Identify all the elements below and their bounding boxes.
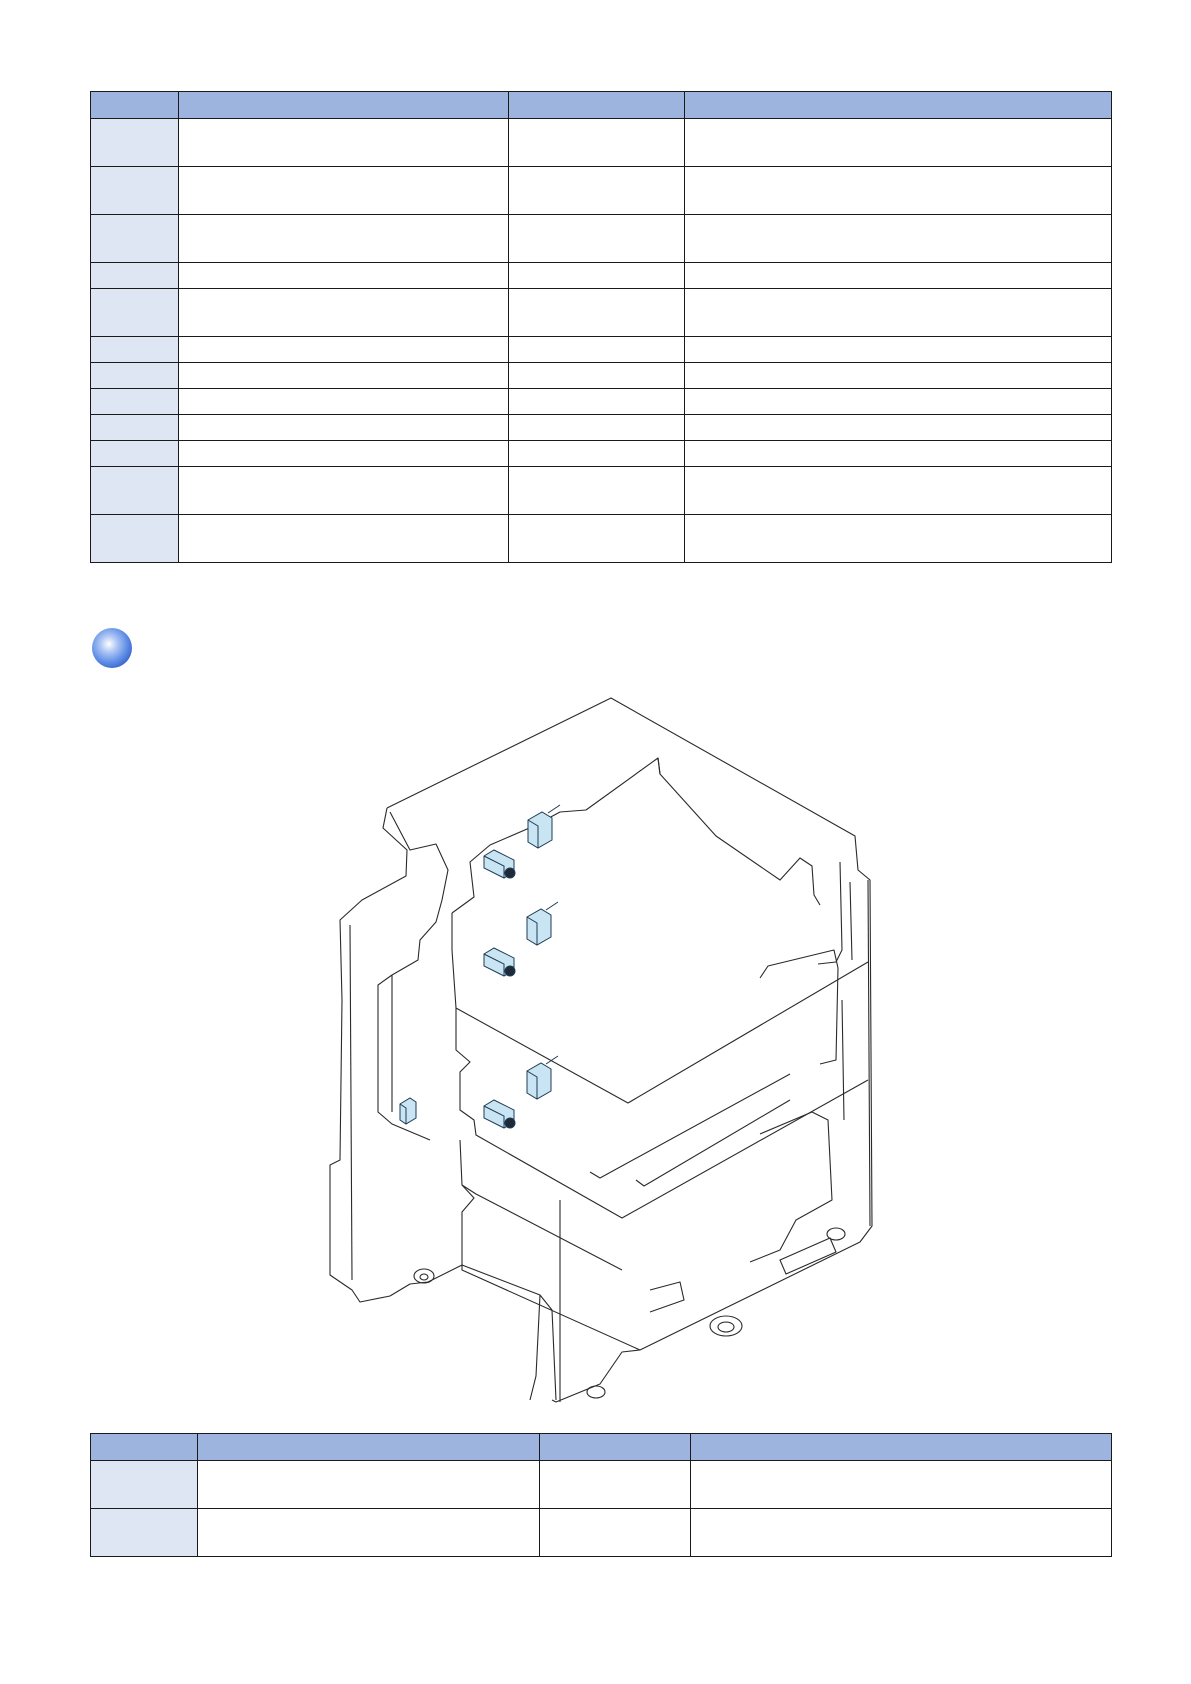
table-row xyxy=(91,1461,1112,1509)
table-row xyxy=(91,389,1112,415)
table-cell xyxy=(91,167,179,215)
table-cell xyxy=(685,441,1112,467)
table-cell xyxy=(179,441,509,467)
table-cell xyxy=(509,363,685,389)
table-cell xyxy=(509,167,685,215)
table-header-row xyxy=(91,1434,1112,1461)
table-header-row xyxy=(91,92,1112,119)
table-row xyxy=(91,337,1112,363)
table-cell xyxy=(91,389,179,415)
table-cell xyxy=(179,415,509,441)
table-cell xyxy=(685,167,1112,215)
table-cell xyxy=(685,337,1112,363)
table-cell xyxy=(198,1509,540,1557)
table-cell xyxy=(685,389,1112,415)
table-cell xyxy=(91,441,179,467)
table-cell xyxy=(540,1509,691,1557)
header-cell xyxy=(91,92,179,119)
table-cell xyxy=(685,415,1112,441)
table-row xyxy=(91,441,1112,467)
table-cell xyxy=(91,263,179,289)
table-cell xyxy=(179,215,509,263)
table-row xyxy=(91,167,1112,215)
table-cell xyxy=(509,467,685,515)
table-cell xyxy=(91,337,179,363)
table-row xyxy=(91,1509,1112,1557)
table-cell xyxy=(91,363,179,389)
table-row xyxy=(91,467,1112,515)
table-cell xyxy=(91,467,179,515)
table-cell xyxy=(179,337,509,363)
table-cell xyxy=(179,119,509,167)
table-cell xyxy=(509,337,685,363)
table-cell xyxy=(179,515,509,563)
machine-illustration xyxy=(320,690,880,1420)
parts-table-2 xyxy=(90,1433,1112,1557)
table-row xyxy=(91,289,1112,337)
table-cell xyxy=(179,167,509,215)
table-cell xyxy=(691,1509,1112,1557)
table-cell xyxy=(691,1461,1112,1509)
table-cell xyxy=(179,289,509,337)
table-cell xyxy=(509,215,685,263)
table-cell xyxy=(685,515,1112,563)
table-cell xyxy=(91,515,179,563)
table-cell xyxy=(685,467,1112,515)
table-cell xyxy=(179,263,509,289)
table-cell xyxy=(91,1509,198,1557)
table-row xyxy=(91,515,1112,563)
header-cell xyxy=(198,1434,540,1461)
table-cell xyxy=(509,441,685,467)
table-row xyxy=(91,215,1112,263)
table-cell xyxy=(91,289,179,337)
table-row xyxy=(91,363,1112,389)
table-cell xyxy=(198,1461,540,1509)
header-cell xyxy=(540,1434,691,1461)
table-cell xyxy=(509,289,685,337)
table-cell xyxy=(179,363,509,389)
table-cell xyxy=(509,119,685,167)
table-cell xyxy=(509,389,685,415)
header-cell xyxy=(509,92,685,119)
table-cell xyxy=(91,119,179,167)
parts-table-1 xyxy=(90,91,1112,563)
header-cell xyxy=(91,1434,198,1461)
table-cell xyxy=(685,215,1112,263)
table-cell xyxy=(91,215,179,263)
table-cell xyxy=(179,467,509,515)
table-cell xyxy=(685,119,1112,167)
table-cell xyxy=(685,263,1112,289)
table-cell xyxy=(509,415,685,441)
header-cell xyxy=(179,92,509,119)
table-row xyxy=(91,263,1112,289)
table-cell xyxy=(91,415,179,441)
header-cell xyxy=(685,92,1112,119)
table-row xyxy=(91,415,1112,441)
table-cell xyxy=(509,515,685,563)
table-cell xyxy=(179,389,509,415)
table-row xyxy=(91,119,1112,167)
header-cell xyxy=(691,1434,1112,1461)
table-cell xyxy=(685,363,1112,389)
table-cell xyxy=(685,289,1112,337)
table-cell xyxy=(509,263,685,289)
blue-sphere-icon xyxy=(92,628,132,668)
table-cell xyxy=(540,1461,691,1509)
table-cell xyxy=(91,1461,198,1509)
